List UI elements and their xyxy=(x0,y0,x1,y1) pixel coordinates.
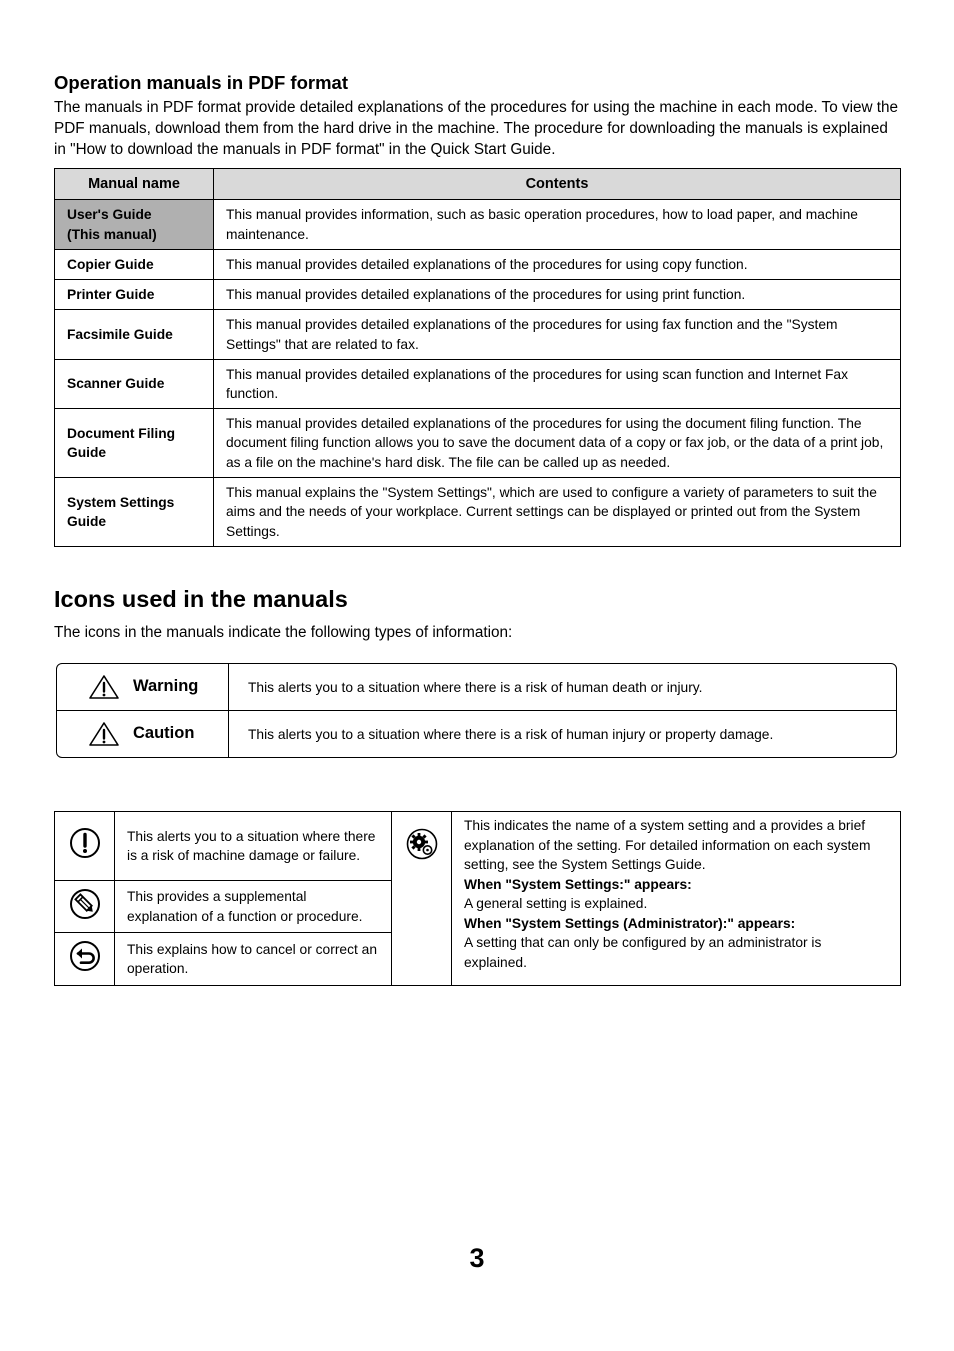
icon-cell xyxy=(55,933,115,986)
alert-label: Caution xyxy=(133,724,195,742)
exclamation-circle-icon xyxy=(69,827,101,859)
table-row xyxy=(55,280,901,310)
icon-cell xyxy=(55,812,115,881)
table-row xyxy=(55,360,901,409)
alert-label: Warning xyxy=(133,677,199,695)
manual-contents-cell: This manual explains the "System Settings", which are used to configure a variety of parameters to suit the aims and the needs of your workplace. Current settings can be displayed or printed out from the System Settings. xyxy=(214,478,901,547)
manual-contents-cell: This manual provides detailed explanations of the procedures for using fax function and the "System Settings" that are related to fax. xyxy=(214,310,901,360)
header-contents: Contents xyxy=(214,169,901,200)
icon-description: This explains how to cancel or correct an operation. xyxy=(115,933,392,986)
manual-contents-cell: This manual provides detailed explanations of the procedures for using copy function. xyxy=(214,250,901,280)
alert-text: This alerts you to a situation where there is a risk of human death or injury. xyxy=(248,680,703,695)
manual-contents-cell: This manual provides information, such as basic operation procedures, how to load paper, and machine maintenance. xyxy=(214,200,901,250)
section-heading-pdf-manuals: Operation manuals in PDF format xyxy=(54,72,348,93)
alerts-box xyxy=(56,663,897,758)
icon-cell xyxy=(392,812,452,986)
manuals-table xyxy=(54,168,901,547)
alert-row-caution xyxy=(57,711,896,757)
icon-description: This provides a supplemental explanation of a function or procedure. xyxy=(115,881,392,933)
pencil-circle-icon xyxy=(69,888,101,920)
return-arrow-circle-icon xyxy=(69,940,101,972)
manual-name-cell: System Settings Guide xyxy=(55,478,214,547)
manual-name-cell: Printer Guide xyxy=(55,280,214,310)
table-row xyxy=(55,200,901,250)
icon-cell xyxy=(55,881,115,933)
manual-name-cell: Facsimile Guide xyxy=(55,310,214,360)
icon-description: This alerts you to a situation where there is a risk of machine damage or failure. xyxy=(115,812,392,881)
manual-name-cell: Document Filing Guide xyxy=(55,409,214,478)
manual-name-cell: User's Guide (This manual) xyxy=(55,200,214,250)
page-number: 3 xyxy=(469,1243,485,1273)
table-row xyxy=(55,310,901,360)
table-row xyxy=(55,409,901,478)
alert-row-warning xyxy=(57,664,896,711)
alert-text: This alerts you to a situation where there is a risk of human injury or property damage. xyxy=(248,727,774,742)
gear-settings-icon xyxy=(406,828,438,860)
icons-intro: The icons in the manuals indicate the following types of information: xyxy=(54,624,513,641)
icons-table xyxy=(54,811,901,986)
warning-triangle-icon xyxy=(88,721,120,747)
manual-name-cell: Copier Guide xyxy=(55,250,214,280)
header-manual-name: Manual name xyxy=(55,169,214,200)
manual-contents-cell: This manual provides detailed explanations of the procedures for using the document filing function. The document filing function allows you to save the document data of a copy or fax job, or the data of a print job, as a file on the machine's hard disk. The file can be called up as needed. xyxy=(214,409,901,478)
alert-label-cell xyxy=(57,711,229,757)
system-settings-description: This indicates the name of a system setting and a provides a brief explanation of the setting. For detailed information on each system setting, see the System Settings Guide. When "System Settings:" appears: A general setting is explained. When "System Settings (Administrator):" appears: A setting that can only be configured by an administrator is explained. xyxy=(452,812,901,986)
manual-contents-cell: This manual provides detailed explanations of the procedures for using scan function and Internet Fax function. xyxy=(214,360,901,409)
section-heading-icons: Icons used in the manuals xyxy=(54,586,348,612)
warning-triangle-icon xyxy=(88,674,120,700)
table-row xyxy=(55,812,901,881)
manual-name-cell: Scanner Guide xyxy=(55,360,214,409)
table-row xyxy=(55,478,901,547)
table-header-row xyxy=(55,169,901,200)
alert-label-cell xyxy=(57,664,229,710)
manual-contents-cell: This manual provides detailed explanations of the procedures for using print function. xyxy=(214,280,901,310)
pdf-manuals-intro: The manuals in PDF format provide detailed explanations of the procedures for using the machine in each mode. To view the PDF manuals, download them from the hard drive in the machine. The procedure for downloading the manuals is explained in "How to download the manuals in PDF format" in the Quick Start Guide. xyxy=(54,99,899,158)
table-row xyxy=(55,250,901,280)
